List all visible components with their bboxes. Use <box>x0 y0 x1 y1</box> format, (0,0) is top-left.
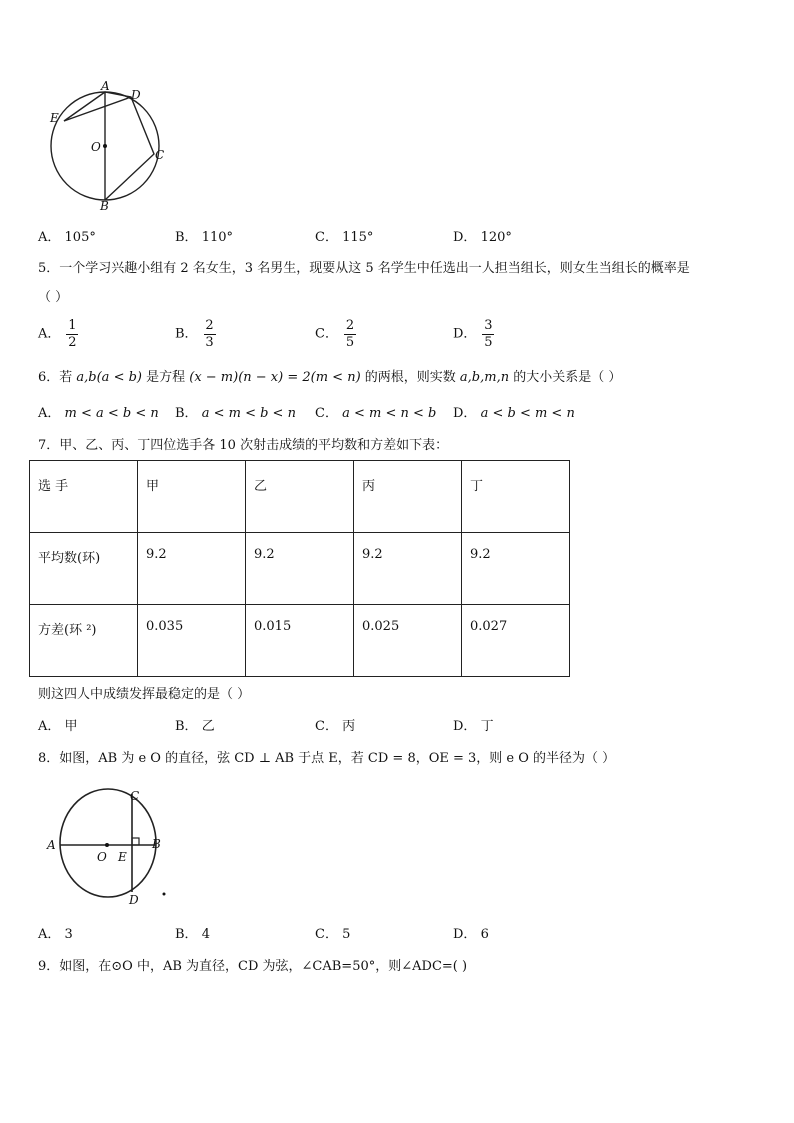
table-cell: 0.015 <box>246 605 354 677</box>
q8-option-b: B． 4 <box>175 927 210 942</box>
q6-question: 6．若 a,b(a < b) 是方程 (x − m)(n − x) = 2(m < n) 的两根，则实数 a,b,m,n 的大小关系是（ ） <box>38 370 622 385</box>
q8-stray-dot <box>163 893 166 896</box>
q7-option-d: D． 丁 <box>453 719 494 734</box>
q7-option-c: C． 丙 <box>315 719 356 734</box>
q5-bracket: （ ） <box>38 290 69 305</box>
table-cell: 丙 <box>354 461 462 533</box>
q7-followup: 则这四人中成绩发挥最稳定的是（ ） <box>38 687 251 702</box>
table-cell: 0.035 <box>138 605 246 677</box>
q5-option-a: A． $\frac{1}{2}$ <box>38 318 77 350</box>
q7-option-a: A． 甲 <box>38 719 78 734</box>
table-row <box>30 605 570 677</box>
q4-label-b: B <box>100 199 109 213</box>
table-cell: 方差(环 ²) <box>30 605 138 677</box>
q8-label-o: O <box>97 850 107 864</box>
q4-option-d: D． 120° <box>453 230 512 245</box>
q5-option-b: B． $\frac{2}{3}$ <box>175 318 214 350</box>
table-row <box>30 461 570 533</box>
table-cell: 9.2 <box>138 533 246 605</box>
table-cell: 9.2 <box>462 533 570 605</box>
q8-center-dot <box>105 843 109 847</box>
table-cell: 丁 <box>462 461 570 533</box>
q5-question: 5．一个学习兴趣小组有 2 名女生，3 名男生，现要从这 5 名学生中任选出一人担当组长，则女生当组长的概率是 <box>38 261 690 276</box>
q8-option-d: D． 6 <box>453 927 489 942</box>
table-cell: 选 手 <box>30 461 138 533</box>
q4-option-c: C． 115° <box>315 230 374 245</box>
q4-option-a: A． 105° <box>38 230 96 245</box>
q8-circle <box>60 789 156 897</box>
q5-option-d: D． $\frac{3}{5}$ <box>453 318 493 350</box>
table-cell: 9.2 <box>354 533 462 605</box>
q8-label-c: C <box>130 789 140 803</box>
q4-label-a: A <box>101 79 110 93</box>
q4-label-d: D <box>131 88 141 102</box>
q8-label-b: B <box>152 837 161 851</box>
table-row <box>30 533 570 605</box>
q7-score-table <box>29 460 570 677</box>
q8-circle-figure <box>44 782 174 907</box>
q6-option-c: C． a < m < n < b <box>315 406 437 421</box>
q8-right-angle-mark <box>132 838 139 845</box>
q4-polygon <box>64 92 154 200</box>
q8-option-c: C． 5 <box>315 927 351 942</box>
q7-option-b: B． 乙 <box>175 719 215 734</box>
q7-question: 7．甲、乙、丙、丁四位选手各 10 次射击成绩的平均数和方差如下表： <box>38 438 449 453</box>
q4-label-c: C <box>155 148 165 162</box>
q4-center-dot <box>103 144 107 148</box>
q6-option-b: B． a < m < b < n <box>175 406 296 421</box>
q5-option-c: C． $\frac{2}{5}$ <box>315 318 355 350</box>
q8-question: 8．如图，AB 为 e O 的直径，弦 CD ⊥ AB 于点 E，若 CD = 8，OE = 3，则 e O 的半径为（ ） <box>38 751 616 766</box>
q8-label-a: A <box>47 838 56 852</box>
q6-option-d: D． a < b < m < n <box>453 406 575 421</box>
q4-option-b: B． 110° <box>175 230 234 245</box>
table-cell: 0.025 <box>354 605 462 677</box>
table-cell: 平均数(环) <box>30 533 138 605</box>
q8-label-d: D <box>129 893 139 907</box>
table-cell: 0.027 <box>462 605 570 677</box>
q4-label-o: O <box>91 140 101 154</box>
q6-option-a: A． m < a < b < n <box>38 406 159 421</box>
q9-question: 9．如图，在⊙O 中，AB 为直径，CD 为弦，∠CAB=50°，则∠ADC=( ) <box>38 959 468 974</box>
table-cell: 甲 <box>138 461 246 533</box>
q4-line-ed <box>64 97 131 121</box>
table-cell: 9.2 <box>246 533 354 605</box>
q8-option-a: A． 3 <box>38 927 73 942</box>
q4-circle-figure <box>40 78 180 213</box>
q4-label-e: E <box>50 111 59 125</box>
q8-label-e: E <box>118 850 127 864</box>
table-cell: 乙 <box>246 461 354 533</box>
